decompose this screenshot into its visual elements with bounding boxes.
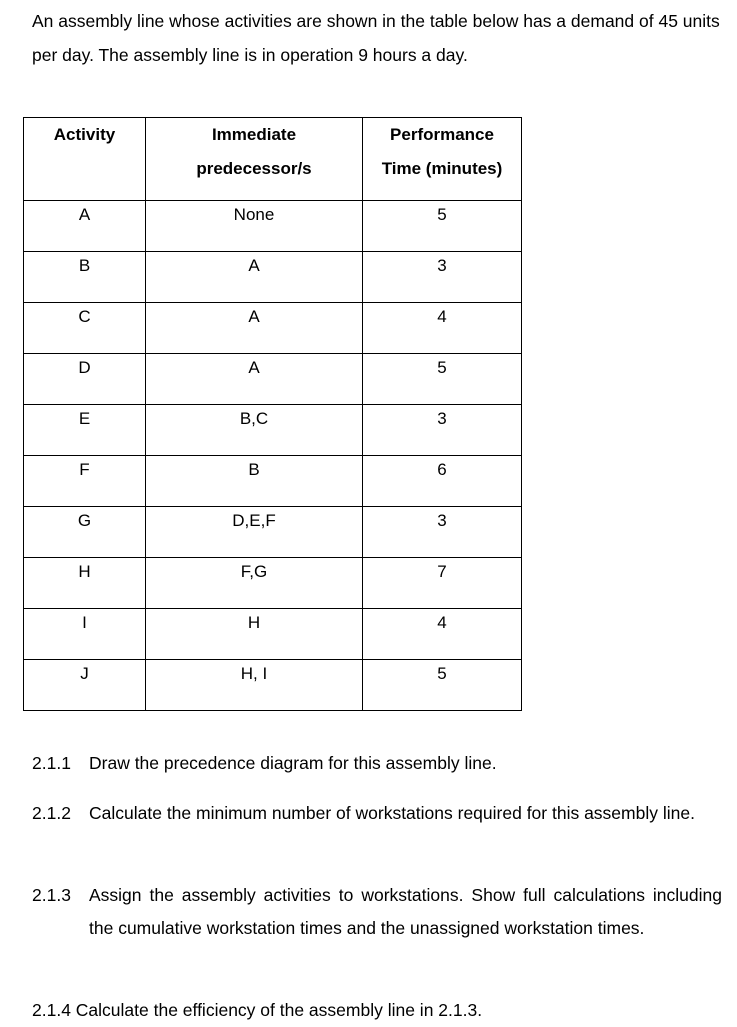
header-time [363, 118, 522, 201]
cell-predecessors: H [146, 609, 363, 660]
cell-time: 5 [363, 201, 522, 252]
header-activity [24, 118, 146, 201]
question-text: Draw the precedence diagram for this assembly line. [89, 753, 497, 773]
table-row [24, 660, 522, 711]
cell-activity: C [24, 303, 146, 354]
cell-time: 4 [363, 303, 522, 354]
cell-activity: E [24, 405, 146, 456]
cell-predecessors: B [146, 456, 363, 507]
cell-activity: B [24, 252, 146, 303]
question-2-1-1 [32, 747, 722, 780]
question-2-1-4: 2.1.4 Calculate the efficiency of the assembly line in 2.1.3. [32, 1000, 483, 1020]
question-text: Assign the assembly activities to workstations. Show full calculations including the cumulative workstation times and the unassigned workstation times. [89, 885, 722, 938]
table-row [24, 354, 522, 405]
cell-time: 3 [363, 507, 522, 558]
cell-predecessors: D,E,F [146, 507, 363, 558]
cell-predecessors: H, I [146, 660, 363, 711]
cell-predecessors: None [146, 201, 363, 252]
question-number: 2.1.3 [32, 885, 71, 905]
table-row [24, 456, 522, 507]
table-row [24, 558, 522, 609]
cell-activity: J [24, 660, 146, 711]
table-row [24, 201, 522, 252]
cell-time: 5 [363, 660, 522, 711]
cell-activity: A [24, 201, 146, 252]
cell-predecessors: F,G [146, 558, 363, 609]
cell-activity: H [24, 558, 146, 609]
cell-time: 7 [363, 558, 522, 609]
question-number: 2.1.1 [32, 753, 71, 773]
header-activity-label: Activity [53, 125, 116, 144]
table-row [24, 405, 522, 456]
header-time-line2: Time (minutes) [381, 159, 503, 178]
table-row [24, 252, 522, 303]
question-2-1-3 [32, 879, 722, 945]
question-number: 2.1.2 [32, 803, 71, 823]
table-row [24, 303, 522, 354]
cell-activity: I [24, 609, 146, 660]
cell-predecessors: B,C [146, 405, 363, 456]
cell-time: 6 [363, 456, 522, 507]
cell-activity: F [24, 456, 146, 507]
activity-table [23, 117, 522, 711]
cell-predecessors: A [146, 354, 363, 405]
header-predecessors-line1: Immediate [211, 125, 297, 144]
cell-time: 3 [363, 252, 522, 303]
header-time-line1: Performance [390, 125, 494, 144]
cell-time: 3 [363, 405, 522, 456]
cell-time: 4 [363, 609, 522, 660]
header-predecessors [146, 118, 363, 201]
header-predecessors-line2: predecessor/s [196, 159, 312, 178]
cell-predecessors: A [146, 252, 363, 303]
question-2-1-2 [32, 797, 722, 830]
cell-activity: G [24, 507, 146, 558]
cell-time: 5 [363, 354, 522, 405]
table-row [24, 507, 522, 558]
table-row [24, 609, 522, 660]
question-text: Calculate the minimum number of workstations required for this assembly line. [89, 803, 695, 823]
intro-paragraph: An assembly line whose activities are shown in the table below has a demand of 45 units per day. The assembly line is in operation 9 hours a day. [32, 11, 720, 65]
table-header-row [24, 118, 522, 201]
cell-activity: D [24, 354, 146, 405]
cell-predecessors: A [146, 303, 363, 354]
